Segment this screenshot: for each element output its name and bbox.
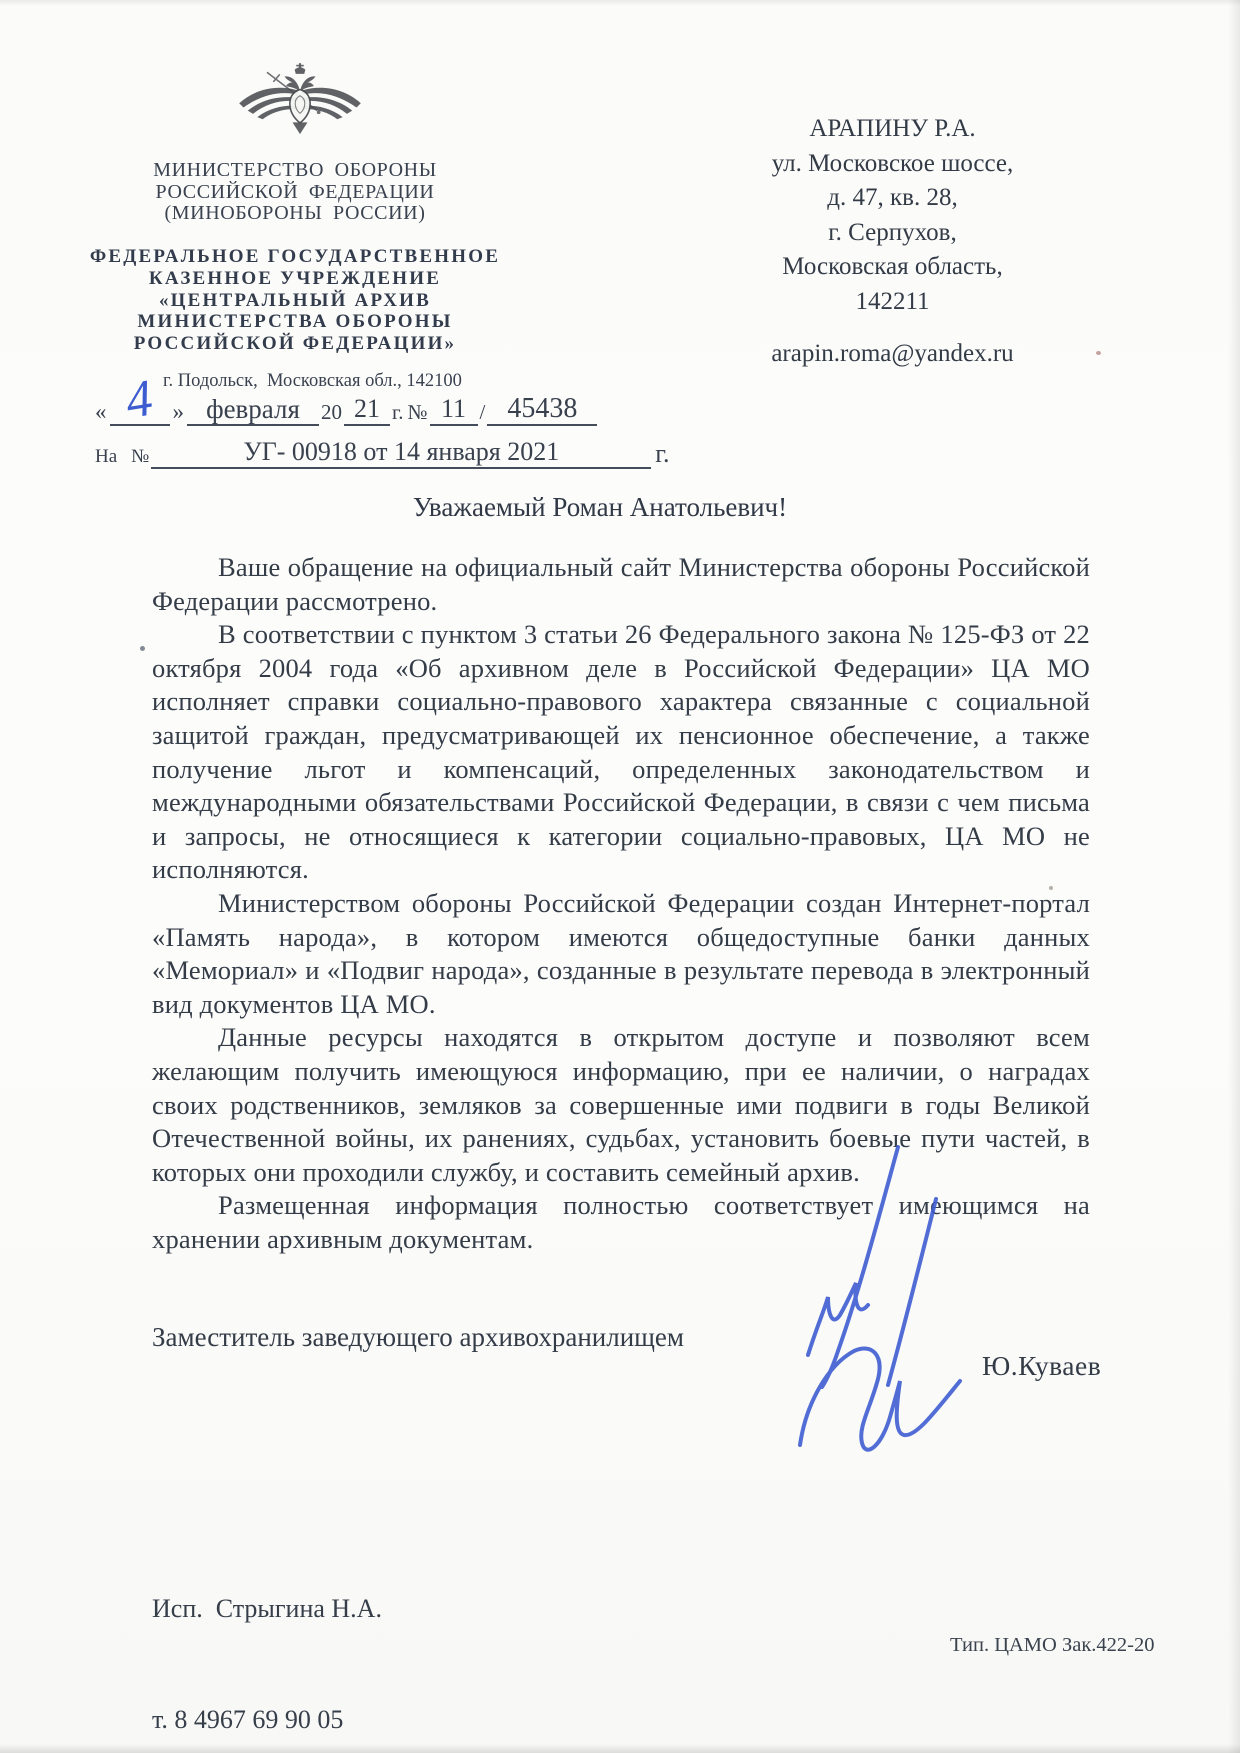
ministry-line: РОССИЙСКОЙ ФЕДЕРАЦИИ [155,180,435,203]
year-value: 21 [344,394,390,426]
recipient-city: г. Серпухов, [828,218,957,246]
recipient-region: Московская область, [782,253,1003,280]
ref-suffix: г. [655,439,670,468]
scan-edge-right [1228,0,1240,1753]
org-line: МИНИСТЕРСТВА ОБОРОНЫ [137,311,453,333]
ministry-line: (МИНОБОРОНЫ РОССИИ) [164,202,426,224]
handwritten-day-number [118,370,164,428]
body-paragraph: Размещенная информация полностью соответствует имеющимся на хранении архивным документам. [152,1190,1090,1254]
signer-position: Заместитель заведующего архивохранилищем [152,1322,684,1352]
recipient-name: АРАПИНУ Р.А. [809,115,976,142]
outgoing-number-right: 45438 [487,393,597,426]
ref-value: УГ- 00918 от 14 января 2021 [151,437,651,469]
open-quote: « [95,399,107,424]
day-blank [110,369,170,430]
month-value: февраля [187,394,319,426]
recipient-address-block [700,112,1085,319]
executor-phone: т. 8 4967 69 90 05 [152,1705,344,1734]
org-line: РОССИЙСКОЙ ФЕДЕРАЦИИ» [133,333,457,355]
svg-text:4: 4 [121,369,156,430]
organization-name-block [60,246,530,355]
org-line: КАЗЕННОЕ УЧРЕЖДЕНИЕ [148,267,442,289]
salutation: Уважаемый Роман Анатольевич! [412,492,788,522]
scan-speck [140,646,145,651]
ministry-name-block [60,160,530,225]
scan-edge-top [0,0,1240,6]
sender-city-line: г. Подольск, Московская обл., 142100 [163,371,462,391]
ref-number-sign: № [131,446,150,467]
year-prefix: 20 [321,400,342,424]
year-suffix: г. [392,400,404,424]
body-paragraph: Ваше обращение на официальный сайт Министерства обороны Российской Федерации рассмотрено. [152,552,1090,616]
print-shop-note: Тип. ЦАМО Зак.422-20 [950,1634,1155,1656]
body-paragraph: Данные ресурсы находятся в открытом доступе и позволяют всем желающим получить имеющуюся информацию, при ее наличии, о наградах своих родственников, земляков за совершенные ими подвиги в годы Великой Отечественной войны, их ранениях, судьбах, установить боевые пути частей, в которых они проходили службу, и составить семейный архив. [152,1022,1090,1187]
executor-name: Исп. Стрыгина Н.А. [152,1594,382,1623]
handwritten-signature [772,1140,992,1462]
number-sign: № [407,400,428,424]
recipient-postcode: 142211 [855,287,930,315]
ref-label: На [95,446,118,467]
recipient-email: arapin.roma@yandex.ru [771,340,1014,367]
reference-line [95,437,670,469]
body-paragraph: В соответствии с пунктом 3 статьи 26 Федерального закона № 125-ФЗ от 22 октября 2004 года «Об архивном деле в Российской Федерации» ЦА МО исполняет справки социально-правового характера связанные с социальной защитой граждан, предусматривающей их пенсионное обеспечение, а также получение льгот и компенсаций, определенных законодательством и международными обязательствами Российской Федерации, в связи с чем письма и запросы, не относящиеся к категории социально-правовых, ЦА МО не исполняются. [152,619,1090,885]
ministry-line: МИНИСТЕРСТВО ОБОРОНЫ [153,159,437,181]
outgoing-number-left: 11 [430,394,478,426]
close-quote: » [172,399,184,424]
signer-name: Ю.Куваев [982,1350,1102,1381]
executor-block [152,1516,382,1753]
scan-speck [1096,351,1101,355]
body-paragraph: Министерством обороны Российской Федерации создан Интернет-портал «Память народа», в котором имеются общедоступные банки данных «Мемориал» и «Подвиг народа», созданные в результате перевода в электронный вид документов ЦА МО. [152,887,1090,1019]
org-line: ФЕДЕРАЛЬНОЕ ГОСУДАРСТВЕННОЕ [89,246,501,267]
recipient-house: д. 47, кв. 28, [827,184,958,211]
number-slash: / [479,400,486,424]
recipient-street: ул. Московское шоссе, [771,149,1014,177]
double-headed-eagle-emblem-icon [236,50,364,150]
org-line: «ЦЕНТРАЛЬНЫЙ АРХИВ [158,289,432,311]
